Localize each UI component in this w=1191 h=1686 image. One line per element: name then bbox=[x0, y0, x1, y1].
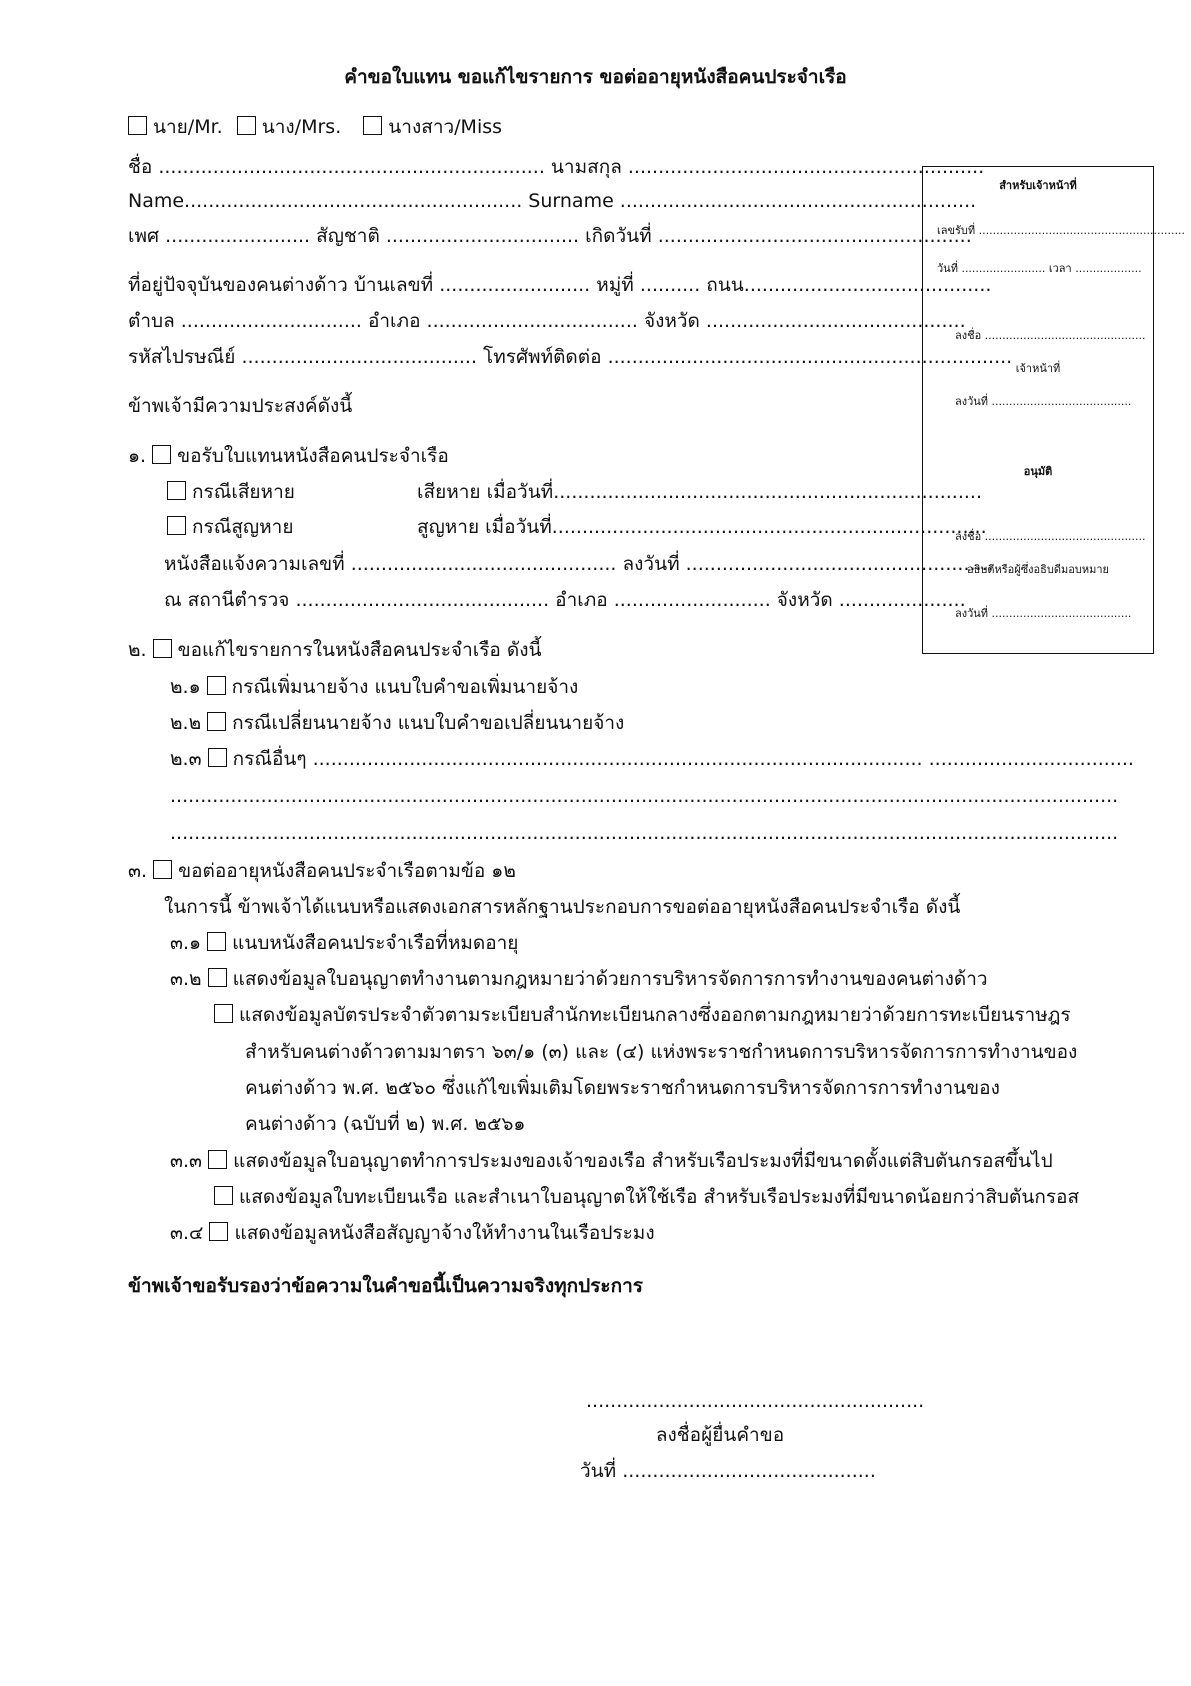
item-3-4-row bbox=[170, 1220, 655, 1246]
checkbox-2-2[interactable] bbox=[207, 712, 226, 731]
damaged-date-line[interactable]: เสียหาย เมื่อวันที่....................................................................... bbox=[417, 481, 983, 503]
checkbox-section-2[interactable] bbox=[153, 639, 172, 658]
checkbox-section-3[interactable] bbox=[153, 860, 172, 879]
section-2-label: ขอแก้ไขรายการในหนังสือคนประจำเรือ ดังนี้ bbox=[177, 639, 542, 661]
other-dots-line-2[interactable]: ............................................................................................................................................................. bbox=[170, 822, 1119, 844]
lost-row bbox=[167, 514, 293, 540]
item-3-3-label: แสดงข้อมูลใบอนุญาตทำการประมงของเจ้าของเรือ สำหรับเรือประมงที่มีขนาดตั้งแต่สิบตันกรอสขึ้นไป bbox=[233, 1150, 1053, 1172]
officer-label: เจ้าหน้าที่ bbox=[1015, 362, 1061, 375]
checkbox-3-1[interactable] bbox=[207, 932, 226, 951]
damaged-label: กรณีเสียหาย bbox=[192, 481, 295, 503]
item-3-2-number: ๓.๒ bbox=[170, 968, 202, 990]
approval-header: อนุมัติ bbox=[1023, 465, 1053, 478]
section-3-label: ขอต่ออายุหนังสือคนประจำเรือตามข้อ ๑๒ bbox=[178, 860, 516, 882]
officer-sign-date-line[interactable]: ลงวันที่ ........................................ bbox=[955, 395, 1132, 408]
director-signature-line[interactable]: ลงชื่อ .............................................. bbox=[955, 530, 1146, 543]
official-use-box bbox=[922, 166, 1185, 654]
officer-signature-line[interactable]: ลงชื่อ .............................................. bbox=[955, 329, 1146, 342]
director-sign-date-line[interactable]: ลงวันที่ ........................................ bbox=[955, 607, 1132, 620]
section-2-row bbox=[128, 637, 542, 663]
section-1-number: ๑. bbox=[128, 445, 147, 467]
checkbox-mr[interactable] bbox=[128, 116, 147, 135]
prefix-miss-label: นางสาว/Miss bbox=[388, 116, 503, 138]
other-dots-line-1[interactable]: ............................................................................................................................................................. bbox=[170, 785, 1119, 807]
checkbox-mrs[interactable] bbox=[237, 116, 256, 135]
item-2-2-row bbox=[170, 710, 624, 736]
item-3-2b-row bbox=[214, 1002, 1071, 1028]
certification-statement: ข้าพเจ้าขอรับรองว่าข้อความในคำขอนี้เป็นความจริงทุกประการ bbox=[128, 1275, 643, 1297]
item-3-2b-line-2: สำหรับคนต่างด้าวตามมาตรา ๖๓/๑ (๓) และ (๔) แห่งพระราชกำหนดการบริหารจัดการการทำงานของ bbox=[245, 1041, 1078, 1063]
section-1-label: ขอรับใบแทนหนังสือคนประจำเรือ bbox=[177, 445, 449, 467]
checkbox-section-1[interactable] bbox=[152, 445, 171, 464]
checkbox-damaged[interactable] bbox=[167, 481, 186, 500]
item-3-2b-line-4: คนต่างด้าว (ฉบับที่ ๒) พ.ศ. ๒๕๖๑ bbox=[245, 1113, 526, 1135]
checkbox-3-4[interactable] bbox=[209, 1222, 228, 1241]
signature-label: ลงชื่อผู้ยื่นคำขอ bbox=[655, 1424, 785, 1446]
item-3-3b-row bbox=[214, 1184, 1079, 1210]
address-line[interactable]: ที่อยู่ปัจจุบันของคนต่างด้าว บ้านเลขที่ ......................... หมู่ที่ .......... ถนน......................................... bbox=[128, 274, 992, 296]
checkbox-3-2[interactable] bbox=[208, 968, 227, 987]
damaged-row bbox=[167, 479, 295, 505]
section-3-row bbox=[128, 858, 516, 884]
item-3-1-number: ๓.๑ bbox=[170, 932, 202, 954]
item-3-1-label: แนบหนังสือคนประจำเรือที่หมดอายุ bbox=[232, 932, 519, 954]
item-2-1-number: ๒.๑ bbox=[170, 676, 201, 698]
item-3-4-number: ๓.๔ bbox=[170, 1222, 204, 1244]
form-title: คำขอใบแทน ขอแก้ไขรายการ ขอต่ออายุหนังสือคนประจำเรือ bbox=[344, 66, 847, 88]
lost-date-line[interactable]: สูญหาย เมื่อวันที่........................................................................ bbox=[417, 516, 987, 538]
prefix-mrs-label: นาง/Mrs. bbox=[261, 116, 342, 138]
checkbox-lost[interactable] bbox=[167, 516, 186, 535]
official-header: สำหรับเจ้าหน้าที่ bbox=[999, 179, 1077, 192]
item-3-2-row bbox=[170, 966, 988, 992]
item-3-2b-line-3: คนต่างด้าว พ.ศ. ๒๕๖๐ ซึ่งแก้ไขเพิ่มเติมโดยพระราชกำหนดการบริหารจัดการการทำงานของ bbox=[245, 1077, 1000, 1099]
intent-heading: ข้าพเจ้ามีความประสงค์ดังนี้ bbox=[128, 395, 353, 417]
section-1-row bbox=[128, 443, 449, 469]
prefix-mr-label: นาย/Mr. bbox=[153, 116, 223, 138]
item-2-1-label: กรณีเพิ่มนายจ้าง แนบใบคำขอเพิ่มนายจ้าง bbox=[231, 676, 579, 698]
item-3-3-row bbox=[170, 1148, 1053, 1174]
item-3-4-label: แสดงข้อมูลหนังสือสัญญาจ้างให้ทำงานในเรือประมง bbox=[234, 1222, 655, 1244]
item-2-3-label[interactable]: กรณีอื่นๆ ..................................................................................................... .................................. bbox=[232, 748, 1134, 770]
name-field-line[interactable]: ชื่อ ................................................................ นามสกุล ........................................................... bbox=[128, 156, 985, 178]
checkbox-2-3[interactable] bbox=[208, 748, 227, 767]
subdistrict-line[interactable]: ตำบล .............................. อำเภอ ................................... จังหวัด ........................................... bbox=[128, 310, 966, 332]
item-2-1-row bbox=[170, 674, 578, 700]
checkbox-2-1[interactable] bbox=[207, 676, 226, 695]
police-station-line[interactable]: ณ สถานีตำรวจ .......................................... อำเภอ .......................... จังหวัด ..................... bbox=[164, 589, 966, 611]
section-3-number: ๓. bbox=[128, 860, 148, 882]
item-3-2-label: แสดงข้อมูลใบอนุญาตทำงานตามกฎหมายว่าด้วยการบริหารจัดการการทำงานของคนต่างด้าว bbox=[232, 968, 988, 990]
checkbox-3-3b[interactable] bbox=[214, 1186, 233, 1205]
checkbox-miss[interactable] bbox=[363, 116, 382, 135]
receipt-number-line[interactable]: เลขรับที่ ........................................................... bbox=[937, 224, 1185, 237]
receive-date-time-line[interactable]: วันที่ ........................ เวลา ................... bbox=[937, 262, 1142, 275]
postal-phone-line[interactable]: รหัสไปรษณีย์ ....................................... โทรศัพท์ติดต่อ ................................................................... bbox=[128, 346, 1013, 368]
signature-date-line[interactable]: วันที่ .......................................... bbox=[580, 1460, 876, 1482]
checkbox-3-2b[interactable] bbox=[214, 1004, 233, 1023]
section-2-number: ๒. bbox=[128, 639, 147, 661]
item-2-3-row bbox=[170, 746, 1134, 772]
item-3-3b-label: แสดงข้อมูลใบทะเบียนเรือ และสำเนาใบอนุญาตให้ใช้เรือ สำหรับเรือประมงที่มีขนาดน้อยกว่าสิบตันกรอส bbox=[239, 1186, 1080, 1208]
item-3-1-row bbox=[170, 930, 518, 956]
director-label: อธิบดีหรือผู้ซึ่งอธิบดีมอบหมาย bbox=[967, 563, 1109, 576]
item-2-2-number: ๒.๒ bbox=[170, 712, 202, 734]
checkbox-3-3[interactable] bbox=[208, 1150, 227, 1169]
section-3-intro: ในการนี้ ข้าพเจ้าได้แนบหรือแสดงเอกสารหลักฐานประกอบการขอต่ออายุหนังสือคนประจำเรือ ดังนี้ bbox=[164, 896, 961, 918]
lost-label: กรณีสูญหาย bbox=[192, 516, 294, 538]
item-2-2-label: กรณีเปลี่ยนนายจ้าง แนบใบคำขอเปลี่ยนนายจ้าง bbox=[232, 712, 625, 734]
name-en-field-line[interactable]: Name........................................................ Surname ........................................................... bbox=[128, 190, 977, 212]
item-2-3-number: ๒.๓ bbox=[170, 748, 202, 770]
sex-nationality-birth-line[interactable]: เพศ ........................ สัญชาติ ................................ เกิดวันที่ .................................................... bbox=[128, 225, 972, 247]
item-3-3-number: ๓.๓ bbox=[170, 1150, 203, 1172]
signature-line[interactable]: ........................................................ bbox=[586, 1390, 925, 1412]
item-3-2b-line-1: แสดงข้อมูลบัตรประจำตัวตามระเบียบสำนักทะเบียนกลางซึ่งออกตามกฎหมายว่าด้วยการทะเบียนราษฎร bbox=[239, 1004, 1071, 1026]
police-report-line[interactable]: หนังสือแจ้งความเลขที่ ............................................ ลงวันที่ ................................................... bbox=[164, 553, 994, 575]
prefix-row bbox=[128, 114, 502, 140]
